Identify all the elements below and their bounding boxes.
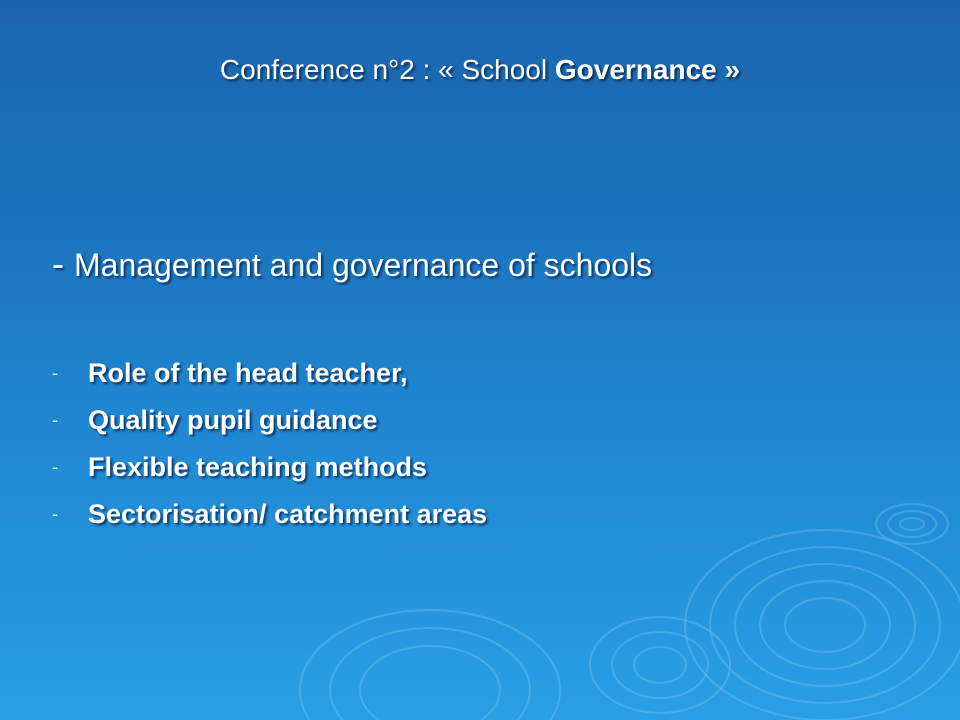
- sub-bullet-marker: -: [52, 410, 58, 430]
- sub-bullet-marker: -: [52, 363, 58, 383]
- sub-bullet-item: [52, 397, 487, 444]
- sub-bullet-list: [52, 350, 487, 538]
- sub-bullet-item: [52, 444, 487, 491]
- slide-title: [0, 52, 960, 88]
- sub-bullet-text: Quality pupil guidance: [88, 405, 378, 435]
- sub-bullet-text: Flexible teaching methods: [88, 452, 428, 482]
- slide-title-prefix: Conference n°2 : « School: [219, 54, 555, 85]
- sub-bullet-marker: -: [52, 457, 58, 477]
- main-bullet: [52, 244, 652, 285]
- main-bullet-marker: -: [52, 243, 64, 284]
- sub-bullet-item: [52, 491, 487, 538]
- slide-title-emphasis: Governance »: [554, 54, 741, 85]
- sub-bullet-item: [52, 350, 487, 397]
- sub-bullet-text: Role of the head teacher,: [88, 358, 408, 388]
- sub-bullet-marker: -: [52, 504, 58, 524]
- sub-bullet-text: Sectorisation/ catchment areas: [88, 499, 488, 529]
- main-bullet-text: Management and governance of schools: [74, 247, 653, 283]
